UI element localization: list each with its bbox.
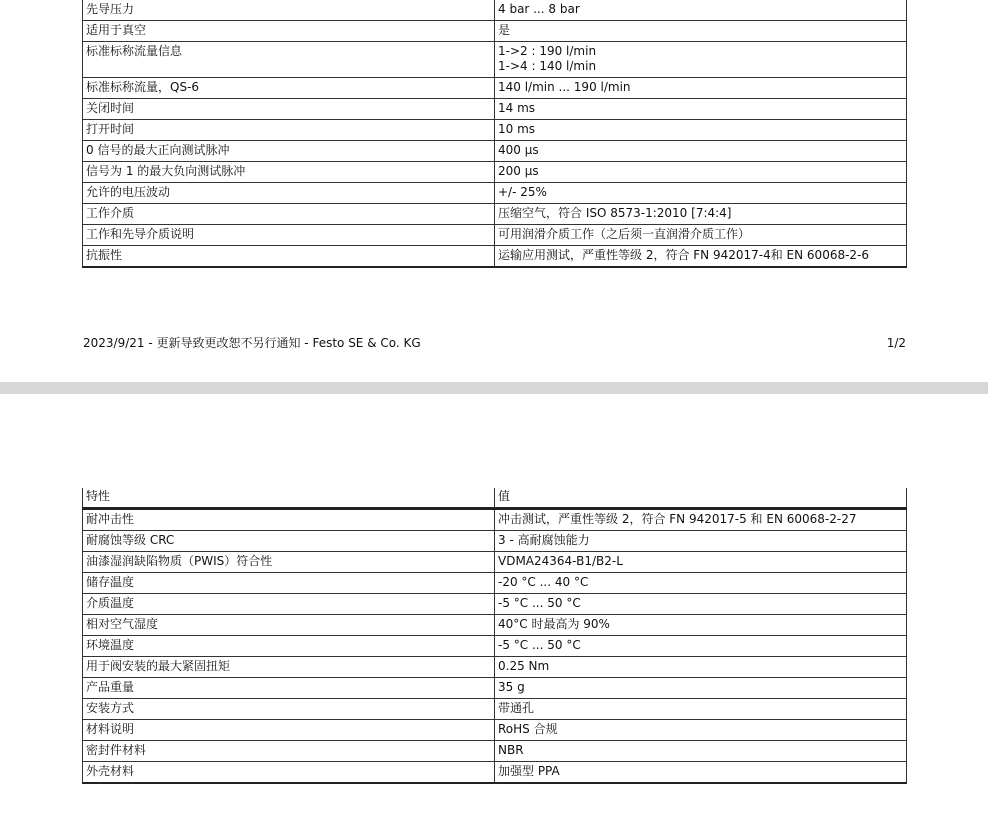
property-name: 油漆湿润缺陷物质（PWIS）符合性 bbox=[83, 552, 495, 573]
property-name: 产品重量 bbox=[83, 678, 495, 699]
table-row bbox=[83, 183, 907, 204]
spec-table-body bbox=[83, 0, 907, 267]
document-page-1 bbox=[0, 0, 988, 382]
property-name: 工作和先导介质说明 bbox=[83, 225, 495, 246]
property-name: 信号为 1 的最大负向测试脉冲 bbox=[83, 162, 495, 183]
page-separator bbox=[0, 382, 988, 394]
property-name: 先导压力 bbox=[83, 0, 495, 21]
property-name: 密封件材料 bbox=[83, 741, 495, 762]
table-row bbox=[83, 720, 907, 741]
property-value: 可用润滑介质工作（之后须一直润滑介质工作） bbox=[495, 225, 907, 246]
table-row bbox=[83, 678, 907, 699]
property-value: 3 - 高耐腐蚀能力 bbox=[495, 531, 907, 552]
property-name: 介质温度 bbox=[83, 594, 495, 615]
column-header-property: 特性 bbox=[83, 488, 495, 509]
table-header-row bbox=[83, 488, 907, 509]
table-row bbox=[83, 615, 907, 636]
value-line: 1->4 : 140 l/min bbox=[498, 59, 597, 73]
table-row bbox=[83, 573, 907, 594]
table-row bbox=[83, 636, 907, 657]
table-row bbox=[83, 204, 907, 225]
property-value: 压缩空气，符合 ISO 8573-1:2010 [7:4:4] bbox=[495, 204, 907, 225]
property-value: +/- 25% bbox=[495, 183, 907, 204]
table-row bbox=[83, 762, 907, 784]
table-row bbox=[83, 162, 907, 183]
table-row bbox=[83, 741, 907, 762]
value-line: 1->2 : 190 l/min bbox=[498, 44, 597, 58]
property-name: 打开时间 bbox=[83, 120, 495, 141]
property-name: 外壳材料 bbox=[83, 762, 495, 784]
property-value: -5 °C ... 50 °C bbox=[495, 636, 907, 657]
property-name: 耐冲击性 bbox=[83, 509, 495, 531]
table-row bbox=[83, 246, 907, 268]
property-name: 适用于真空 bbox=[83, 21, 495, 42]
table-row bbox=[83, 141, 907, 162]
property-value: -5 °C ... 50 °C bbox=[495, 594, 907, 615]
property-value: 140 l/min ... 190 l/min bbox=[495, 78, 907, 99]
table-row bbox=[83, 0, 907, 21]
property-value: 10 ms bbox=[495, 120, 907, 141]
table-row bbox=[83, 509, 907, 531]
property-name: 抗振性 bbox=[83, 246, 495, 268]
property-name: 储存温度 bbox=[83, 573, 495, 594]
table-row bbox=[83, 42, 907, 78]
property-value: 冲击测试，严重性等级 2，符合 FN 942017-5 和 EN 60068-2-27 bbox=[495, 509, 907, 531]
property-value: 14 ms bbox=[495, 99, 907, 120]
property-value: 200 μs bbox=[495, 162, 907, 183]
table-row bbox=[83, 225, 907, 246]
property-name: 工作介质 bbox=[83, 204, 495, 225]
property-name: 标准标称流量，QS-6 bbox=[83, 78, 495, 99]
page-footer-text: 2023/9/21 - 更新导致更改恕不另行通知 - Festo SE & Co. KG bbox=[83, 336, 421, 350]
property-value: 35 g bbox=[495, 678, 907, 699]
table-row bbox=[83, 120, 907, 141]
property-value: RoHS 合规 bbox=[495, 720, 907, 741]
property-value: 40°C 时最高为 90% bbox=[495, 615, 907, 636]
property-value: NBR bbox=[495, 741, 907, 762]
spec-table-page-2 bbox=[82, 488, 907, 784]
property-value: 是 bbox=[495, 21, 907, 42]
property-value: -20 °C ... 40 °C bbox=[495, 573, 907, 594]
property-name: 允许的电压波动 bbox=[83, 183, 495, 204]
property-name: 相对空气湿度 bbox=[83, 615, 495, 636]
table-row bbox=[83, 531, 907, 552]
column-header-value: 值 bbox=[495, 488, 907, 509]
table-row bbox=[83, 78, 907, 99]
property-value: 400 μs bbox=[495, 141, 907, 162]
property-name: 0 信号的最大正向测试脉冲 bbox=[83, 141, 495, 162]
property-name: 安装方式 bbox=[83, 699, 495, 720]
property-name: 关闭时间 bbox=[83, 99, 495, 120]
property-name: 用于阀安装的最大紧固扭矩 bbox=[83, 657, 495, 678]
spec-table-page-1 bbox=[82, 0, 907, 268]
table-row bbox=[83, 552, 907, 573]
property-value: 加强型 PPA bbox=[495, 762, 907, 784]
table-row bbox=[83, 99, 907, 120]
page-number: 1/2 bbox=[886, 336, 906, 350]
property-name: 标准标称流量信息 bbox=[83, 42, 495, 78]
property-value: 运输应用测试，严重性等级 2，符合 FN 942017-4和 EN 60068-2-6 bbox=[495, 246, 907, 268]
spec-table-body bbox=[83, 488, 907, 783]
table-row bbox=[83, 21, 907, 42]
property-value bbox=[495, 42, 907, 78]
document-page-2 bbox=[0, 394, 988, 816]
property-name: 耐腐蚀等级 CRC bbox=[83, 531, 495, 552]
property-value: 4 bar ... 8 bar bbox=[495, 0, 907, 21]
property-name: 环境温度 bbox=[83, 636, 495, 657]
property-value: VDMA24364-B1/B2-L bbox=[495, 552, 907, 573]
property-value: 0.25 Nm bbox=[495, 657, 907, 678]
table-row bbox=[83, 657, 907, 678]
property-value: 带通孔 bbox=[495, 699, 907, 720]
table-row bbox=[83, 594, 907, 615]
property-name: 材料说明 bbox=[83, 720, 495, 741]
table-row bbox=[83, 699, 907, 720]
